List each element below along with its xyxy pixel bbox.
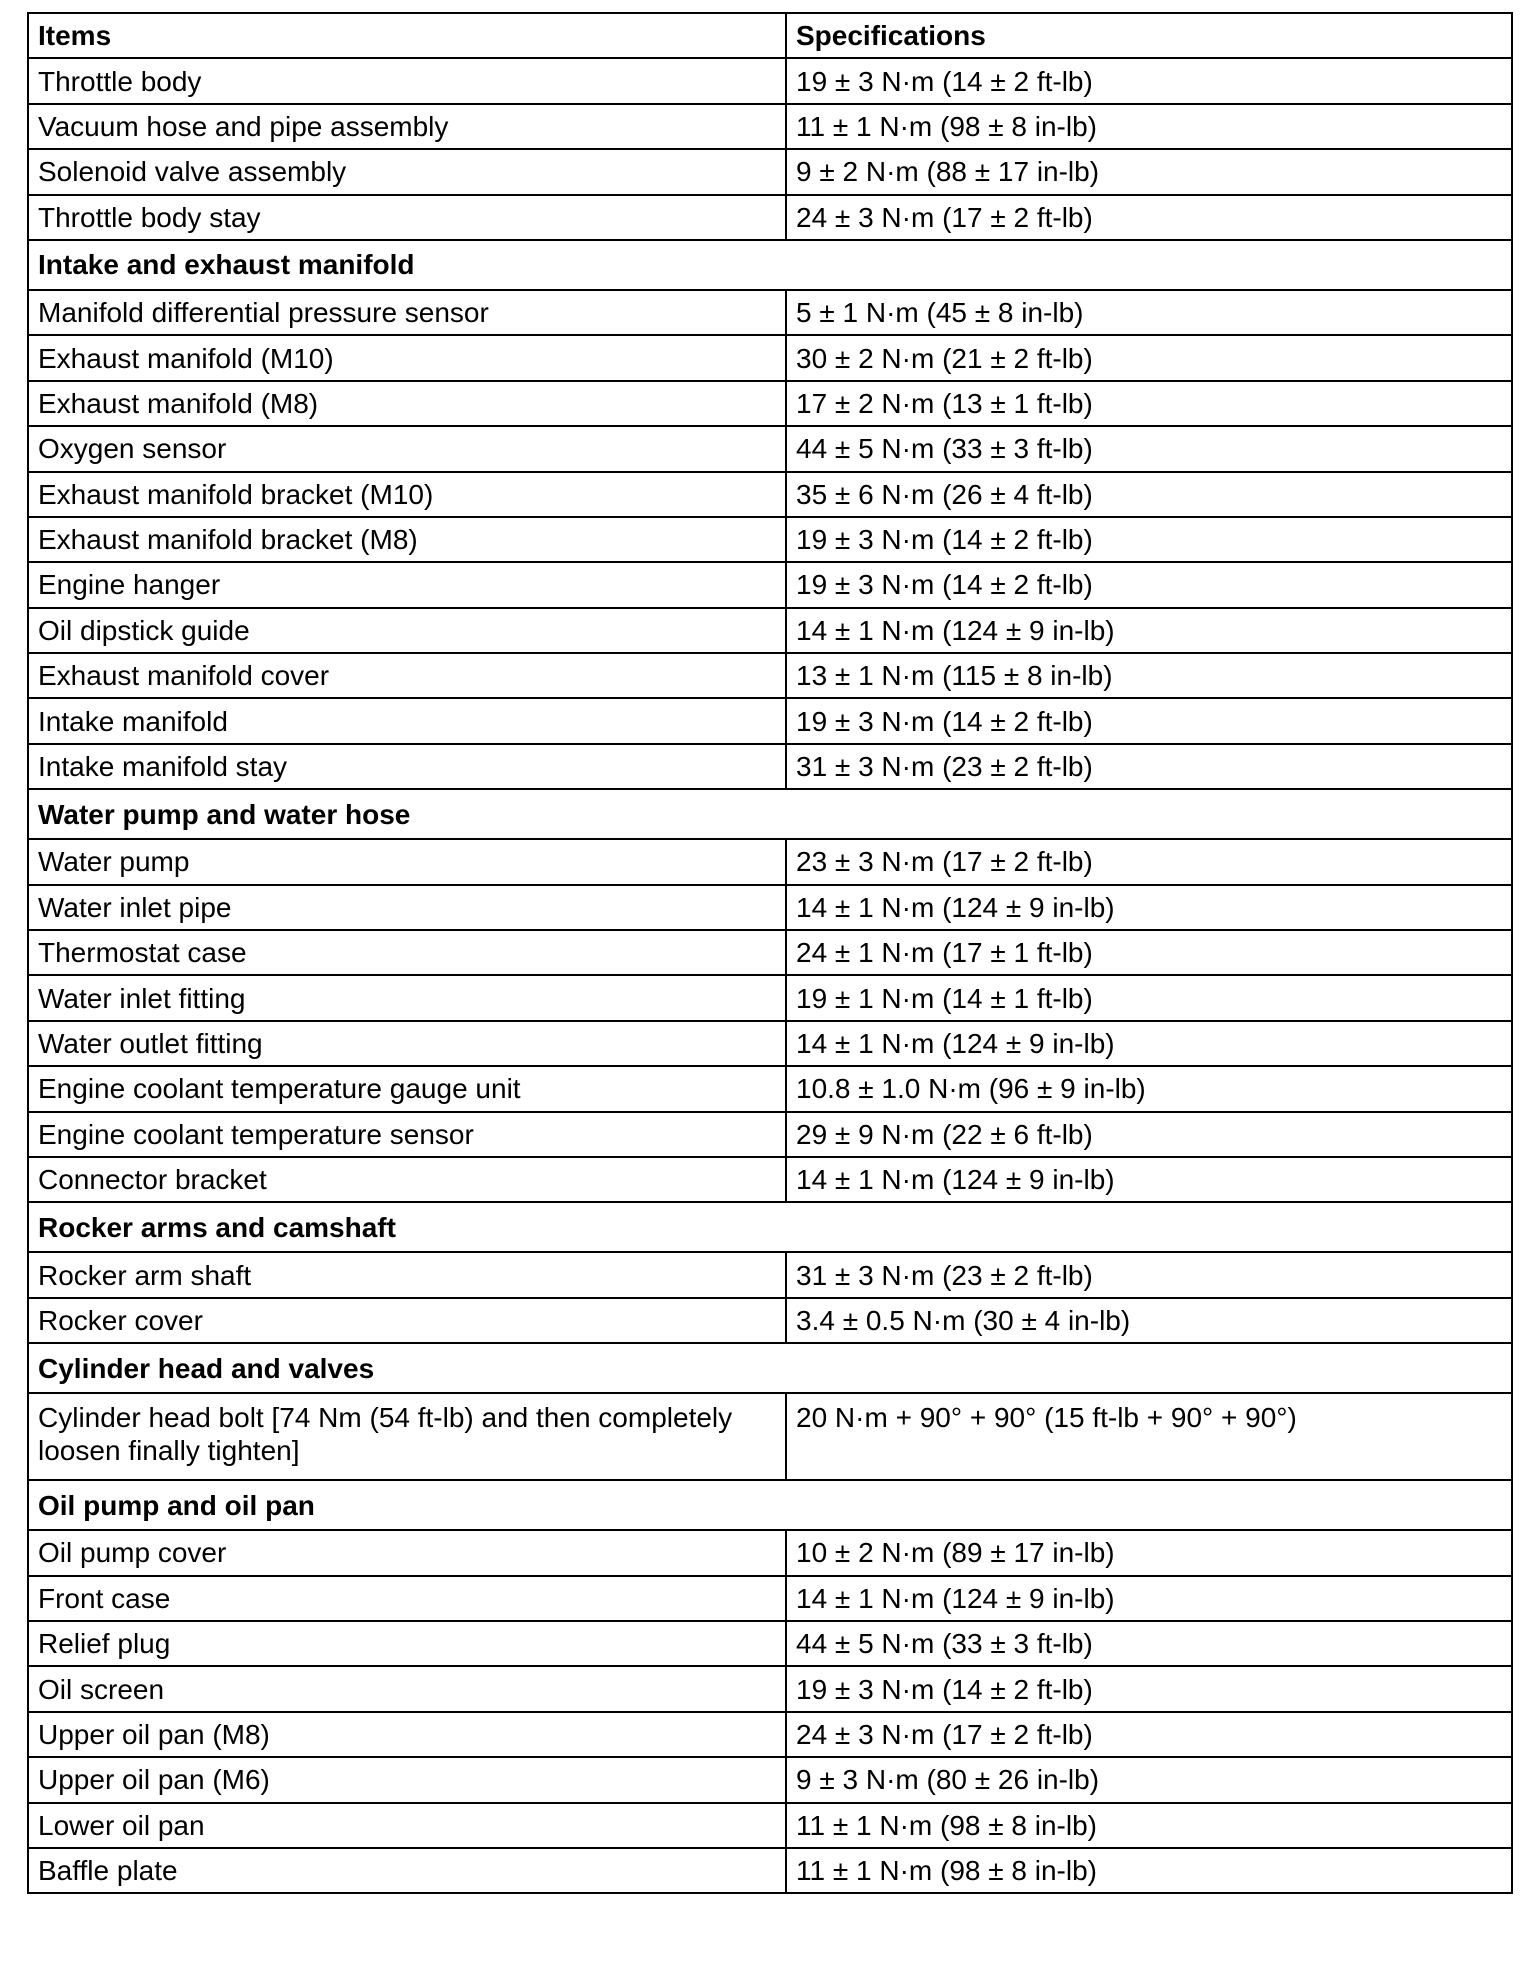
specification-cell: 35 ± 6 N·m (26 ± 4 ft-lb) <box>786 472 1512 517</box>
table-row <box>28 608 1512 653</box>
item-cell: Exhaust manifold cover <box>28 653 786 698</box>
item-cell: Cylinder head bolt [74 Nm (54 ft-lb) and then completely loosen finally tighten] <box>28 1393 786 1480</box>
specification-cell: 3.4 ± 0.5 N·m (30 ± 4 in-lb) <box>786 1298 1512 1343</box>
table-row <box>28 1298 1512 1343</box>
table-row <box>28 472 1512 517</box>
item-cell: Intake manifold <box>28 698 786 743</box>
item-cell: Upper oil pan (M6) <box>28 1757 786 1802</box>
section-header-row <box>28 1480 1512 1530</box>
specification-cell: 30 ± 2 N·m (21 ± 2 ft-lb) <box>786 335 1512 380</box>
torque-spec-table <box>27 12 1513 1894</box>
specification-cell: 19 ± 3 N·m (14 ± 2 ft-lb) <box>786 517 1512 562</box>
specification-cell: 9 ± 3 N·m (80 ± 26 in-lb) <box>786 1757 1512 1802</box>
specification-cell: 14 ± 1 N·m (124 ± 9 in-lb) <box>786 1576 1512 1621</box>
item-cell: Water inlet fitting <box>28 975 786 1020</box>
item-cell: Exhaust manifold (M8) <box>28 381 786 426</box>
table-row <box>28 58 1512 103</box>
specification-cell: 17 ± 2 N·m (13 ± 1 ft-lb) <box>786 381 1512 426</box>
table-body <box>28 58 1512 1893</box>
item-cell: Upper oil pan (M8) <box>28 1712 786 1757</box>
item-cell: Relief plug <box>28 1621 786 1666</box>
specification-cell: 10 ± 2 N·m (89 ± 17 in-lb) <box>786 1530 1512 1575</box>
item-cell: Exhaust manifold bracket (M8) <box>28 517 786 562</box>
table-row <box>28 335 1512 380</box>
item-cell: Throttle body <box>28 58 786 103</box>
item-cell: Thermostat case <box>28 930 786 975</box>
table-row <box>28 744 1512 789</box>
table-row <box>28 1621 1512 1666</box>
specification-cell: 19 ± 3 N·m (14 ± 2 ft-lb) <box>786 1666 1512 1711</box>
item-cell: Oxygen sensor <box>28 426 786 471</box>
section-title: Rocker arms and camshaft <box>28 1202 1512 1252</box>
section-title: Intake and exhaust manifold <box>28 240 1512 290</box>
table-row <box>28 1066 1512 1111</box>
item-cell: Exhaust manifold (M10) <box>28 335 786 380</box>
item-cell: Oil screen <box>28 1666 786 1711</box>
table-row <box>28 1712 1512 1757</box>
section-title: Oil pump and oil pan <box>28 1480 1512 1530</box>
table-row <box>28 1112 1512 1157</box>
table-row <box>28 149 1512 194</box>
table-row <box>28 698 1512 743</box>
specification-cell: 13 ± 1 N·m (115 ± 8 in-lb) <box>786 653 1512 698</box>
section-header-row <box>28 1202 1512 1252</box>
section-header-row <box>28 1343 1512 1393</box>
specification-cell: 24 ± 3 N·m (17 ± 2 ft-lb) <box>786 1712 1512 1757</box>
section-header-row <box>28 789 1512 839</box>
specification-cell: 9 ± 2 N·m (88 ± 17 in-lb) <box>786 149 1512 194</box>
specification-cell: 14 ± 1 N·m (124 ± 9 in-lb) <box>786 1157 1512 1202</box>
specification-cell: 10.8 ± 1.0 N·m (96 ± 9 in-lb) <box>786 1066 1512 1111</box>
table-row <box>28 1252 1512 1297</box>
item-cell: Manifold differential pressure sensor <box>28 290 786 335</box>
table-row <box>28 195 1512 240</box>
table-row <box>28 1666 1512 1711</box>
item-cell: Engine coolant temperature sensor <box>28 1112 786 1157</box>
specification-cell: 19 ± 3 N·m (14 ± 2 ft-lb) <box>786 698 1512 743</box>
specification-cell: 5 ± 1 N·m (45 ± 8 in-lb) <box>786 290 1512 335</box>
table-row <box>28 1021 1512 1066</box>
item-cell: Vacuum hose and pipe assembly <box>28 104 786 149</box>
specification-cell: 14 ± 1 N·m (124 ± 9 in-lb) <box>786 885 1512 930</box>
specification-cell: 29 ± 9 N·m (22 ± 6 ft-lb) <box>786 1112 1512 1157</box>
item-cell: Engine hanger <box>28 562 786 607</box>
item-cell: Intake manifold stay <box>28 744 786 789</box>
table-row <box>28 1757 1512 1802</box>
section-title: Water pump and water hose <box>28 789 1512 839</box>
table-row <box>28 562 1512 607</box>
item-cell: Rocker arm shaft <box>28 1252 786 1297</box>
table-row <box>28 1393 1512 1480</box>
item-cell: Exhaust manifold bracket (M10) <box>28 472 786 517</box>
item-cell: Connector bracket <box>28 1157 786 1202</box>
item-cell: Oil dipstick guide <box>28 608 786 653</box>
table-row <box>28 839 1512 884</box>
specifications-column-header: Specifications <box>786 13 1512 58</box>
table-row <box>28 1157 1512 1202</box>
specification-cell: 24 ± 1 N·m (17 ± 1 ft-lb) <box>786 930 1512 975</box>
table-row <box>28 104 1512 149</box>
specification-cell: 23 ± 3 N·m (17 ± 2 ft-lb) <box>786 839 1512 884</box>
item-cell: Rocker cover <box>28 1298 786 1343</box>
specification-cell: 31 ± 3 N·m (23 ± 2 ft-lb) <box>786 1252 1512 1297</box>
table-row <box>28 381 1512 426</box>
specification-cell: 14 ± 1 N·m (124 ± 9 in-lb) <box>786 1021 1512 1066</box>
table-row <box>28 1803 1512 1848</box>
items-column-header: Items <box>28 13 786 58</box>
table-row <box>28 930 1512 975</box>
item-cell: Lower oil pan <box>28 1803 786 1848</box>
table-row <box>28 426 1512 471</box>
specification-cell: 11 ± 1 N·m (98 ± 8 in-lb) <box>786 1803 1512 1848</box>
table-header-row <box>28 13 1512 58</box>
item-cell: Engine coolant temperature gauge unit <box>28 1066 786 1111</box>
table-row <box>28 290 1512 335</box>
specification-cell: 14 ± 1 N·m (124 ± 9 in-lb) <box>786 608 1512 653</box>
specification-cell: 31 ± 3 N·m (23 ± 2 ft-lb) <box>786 744 1512 789</box>
item-cell: Solenoid valve assembly <box>28 149 786 194</box>
item-cell: Water inlet pipe <box>28 885 786 930</box>
specification-cell: 19 ± 3 N·m (14 ± 2 ft-lb) <box>786 58 1512 103</box>
table-row <box>28 885 1512 930</box>
item-cell: Throttle body stay <box>28 195 786 240</box>
specification-cell: 44 ± 5 N·m (33 ± 3 ft-lb) <box>786 426 1512 471</box>
table-row <box>28 517 1512 562</box>
table-row <box>28 1848 1512 1893</box>
table-row <box>28 653 1512 698</box>
table-row <box>28 1530 1512 1575</box>
specification-cell: 11 ± 1 N·m (98 ± 8 in-lb) <box>786 1848 1512 1893</box>
item-cell: Water pump <box>28 839 786 884</box>
section-header-row <box>28 240 1512 290</box>
item-cell: Front case <box>28 1576 786 1621</box>
table-row <box>28 975 1512 1020</box>
specification-cell: 20 N·m + 90° + 90° (15 ft-lb + 90° + 90°) <box>786 1393 1512 1480</box>
section-title: Cylinder head and valves <box>28 1343 1512 1393</box>
specification-cell: 44 ± 5 N·m (33 ± 3 ft-lb) <box>786 1621 1512 1666</box>
item-cell: Baffle plate <box>28 1848 786 1893</box>
table-row <box>28 1576 1512 1621</box>
item-cell: Water outlet fitting <box>28 1021 786 1066</box>
item-cell: Oil pump cover <box>28 1530 786 1575</box>
specification-cell: 11 ± 1 N·m (98 ± 8 in-lb) <box>786 104 1512 149</box>
specification-cell: 19 ± 1 N·m (14 ± 1 ft-lb) <box>786 975 1512 1020</box>
specification-cell: 19 ± 3 N·m (14 ± 2 ft-lb) <box>786 562 1512 607</box>
specification-cell: 24 ± 3 N·m (17 ± 2 ft-lb) <box>786 195 1512 240</box>
